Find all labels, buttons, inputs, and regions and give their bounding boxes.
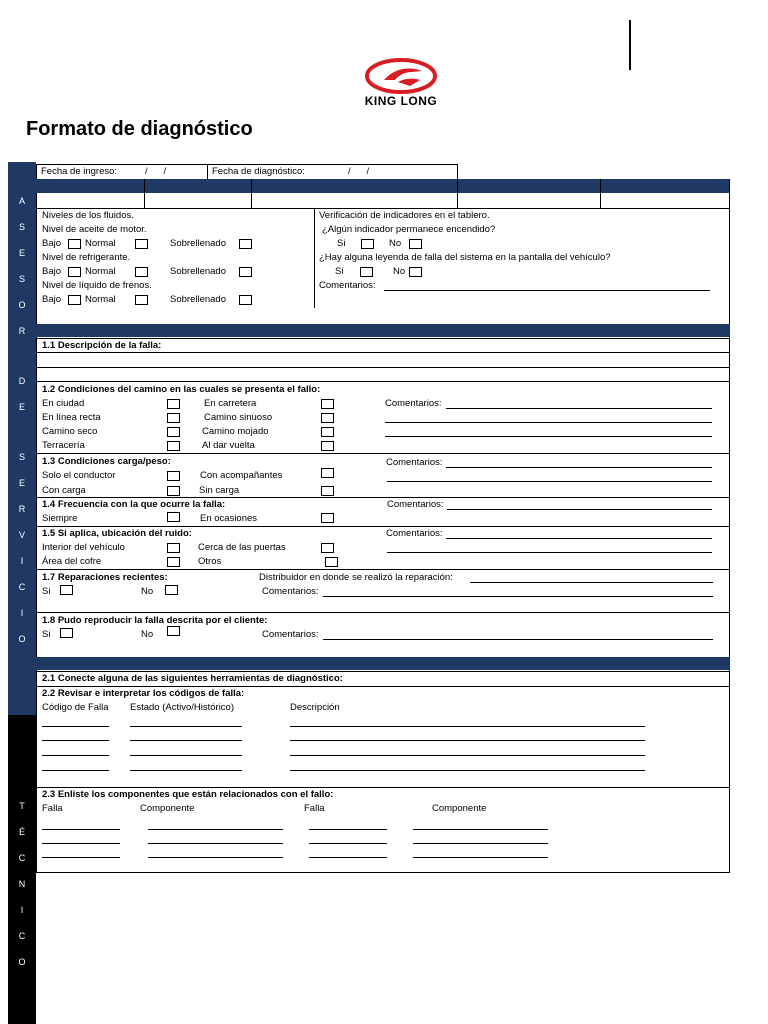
- refrigerante-label: Nivel de refrigerante.: [42, 252, 131, 263]
- codigo-line[interactable]: [42, 740, 109, 741]
- q1-no-checkbox[interactable]: [409, 239, 422, 249]
- estado-line[interactable]: [130, 755, 242, 756]
- s15-title: 1.5 Si aplica, ubicación del ruido:: [42, 528, 192, 539]
- estado-line[interactable]: [130, 770, 242, 771]
- estado-line[interactable]: [130, 740, 242, 741]
- indicator-q2: ¿Hay alguna leyenda de falla del sistema en la pantalla del vehículo?: [319, 252, 611, 263]
- aceite-bajo-checkbox[interactable]: [68, 239, 81, 249]
- falla-line[interactable]: [42, 843, 120, 844]
- descripcion-line[interactable]: [290, 755, 645, 756]
- frenos-sobrellenado-checkbox[interactable]: [239, 295, 252, 305]
- s18-no-checkbox[interactable]: [167, 626, 180, 636]
- q1-si-checkbox[interactable]: [361, 239, 374, 249]
- falla-line[interactable]: [42, 857, 120, 858]
- componente-line[interactable]: [148, 843, 283, 844]
- si-label: Si: [337, 238, 346, 249]
- componente-line[interactable]: [148, 857, 283, 858]
- sidebar-letter: N: [18, 879, 26, 889]
- camino-option-label: En ciudad: [42, 398, 85, 409]
- s15-comentarios-label: Comentarios:: [386, 528, 443, 539]
- descripcion-line[interactable]: [290, 740, 645, 741]
- sidebar-letter: I: [20, 905, 24, 915]
- normal-label: Normal: [85, 294, 116, 305]
- sidebar-letter: O: [18, 300, 26, 310]
- s11-title: 1.1 Descripción de la falla:: [42, 340, 162, 351]
- sidebar-letter: C: [18, 853, 26, 863]
- ruido-option-label: Interior del vehículo: [42, 542, 125, 553]
- camino-option-label: Camino mojado: [202, 426, 269, 437]
- componente-line[interactable]: [413, 843, 548, 844]
- falla-line[interactable]: [42, 829, 120, 830]
- sidebar-letter: C: [18, 931, 26, 941]
- s13-comentarios-line[interactable]: [387, 481, 712, 482]
- fecha-ingreso-date[interactable]: / /: [145, 166, 167, 177]
- no-label: No: [389, 238, 402, 249]
- sidebar-letter: T: [19, 801, 25, 811]
- s17-title: 1.7 Reparaciones recientes:: [42, 572, 168, 583]
- terraceria-checkbox[interactable]: [167, 441, 180, 451]
- brand-name: KING LONG: [364, 94, 438, 108]
- page-title: Formato de diagnóstico: [26, 118, 253, 140]
- cerca-puertas-checkbox[interactable]: [321, 543, 334, 553]
- sin-carga-checkbox[interactable]: [321, 486, 334, 496]
- s23-componente-label: Componente: [432, 803, 487, 814]
- fecha-diagnostico-label: Fecha de diagnóstico:: [212, 166, 305, 177]
- frenos-label: Nivel de líquido de frenos.: [42, 280, 152, 291]
- interior-vehiculo-checkbox[interactable]: [167, 543, 180, 553]
- en-carretera-checkbox[interactable]: [321, 399, 334, 409]
- s22-title: 2.2 Revisar e interpretar los códigos de falla:: [42, 688, 245, 699]
- carga-option-label: Con acompañantes: [200, 470, 283, 481]
- s17-no-checkbox[interactable]: [165, 585, 178, 595]
- solo-conductor-checkbox[interactable]: [167, 471, 180, 481]
- otros-checkbox[interactable]: [325, 557, 338, 567]
- si-label: Si: [42, 586, 51, 597]
- sidebar-letter: V: [18, 530, 25, 540]
- s17-distribuidor-label: Distribuidor en donde se realizó la reparación:: [259, 572, 453, 583]
- area-cofre-checkbox[interactable]: [167, 557, 180, 567]
- codigo-line[interactable]: [42, 726, 109, 727]
- falla-line[interactable]: [309, 857, 387, 858]
- sidebar-letter: I: [20, 608, 24, 618]
- s12-comentarios-label: Comentarios:: [385, 398, 442, 409]
- section2-band: [36, 657, 730, 670]
- descripcion-line[interactable]: [290, 770, 645, 771]
- descripcion-line[interactable]: [290, 726, 645, 727]
- bajo-label: Bajo: [42, 294, 62, 305]
- ruido-option-label: Otros: [198, 556, 222, 567]
- s13-comentarios-label: Comentarios:: [386, 457, 443, 468]
- camino-option-label: En carretera: [204, 398, 257, 409]
- componente-line[interactable]: [148, 829, 283, 830]
- s17-comentarios-label: Comentarios:: [262, 586, 319, 597]
- sidebar-letter: E: [18, 402, 25, 412]
- s22-col-descripcion: Descripción: [290, 702, 340, 713]
- s22-col-estado: Estado (Activo/Histórico): [130, 702, 235, 713]
- sidebar-letter: E: [18, 478, 25, 488]
- siempre-label: Siempre: [42, 513, 78, 524]
- sobrellenado-label: Sobrellenado: [170, 294, 226, 305]
- s14-title: 1.4 Frecuencia con la que ocurre la falla:: [42, 499, 226, 510]
- s18-si-checkbox[interactable]: [60, 628, 73, 638]
- carga-option-label: Solo el conductor: [42, 470, 116, 481]
- camino-seco-checkbox[interactable]: [167, 427, 180, 437]
- camino-option-label: Al dar vuelta: [202, 440, 255, 451]
- s15-comentarios-line[interactable]: [387, 552, 712, 553]
- sidebar-letter: S: [18, 274, 25, 284]
- s12-comentarios-line[interactable]: [385, 436, 712, 437]
- en-ocasiones-checkbox[interactable]: [321, 513, 334, 523]
- sidebar-asesor-servicio: [8, 162, 36, 715]
- bajo-label: Bajo: [42, 266, 62, 277]
- s12-comentarios-line[interactable]: [385, 422, 712, 423]
- con-carga-checkbox[interactable]: [167, 486, 180, 496]
- s23-falla-label: Falla: [304, 803, 325, 814]
- s18-title: 1.8 Pudo reproducir la falla descrita por el cliente:: [42, 615, 268, 626]
- aceite-normal-checkbox[interactable]: [135, 239, 148, 249]
- s23-falla-label: Falla: [42, 803, 63, 814]
- carga-option-label: Sin carga: [199, 485, 240, 496]
- fecha-ingreso-label: Fecha de ingreso:: [41, 166, 118, 177]
- normal-label: Normal: [85, 238, 116, 249]
- refrigerante-bajo-checkbox[interactable]: [68, 267, 81, 277]
- falla-line[interactable]: [309, 829, 387, 830]
- camino-option-label: Camino sinuoso: [204, 412, 273, 423]
- s14-comentarios-label: Comentarios:: [387, 499, 444, 510]
- refrigerante-normal-checkbox[interactable]: [135, 267, 148, 277]
- indicators-title: Verificación de indicadores en el tablero.: [319, 210, 490, 221]
- s23-componente-label: Componente: [140, 803, 195, 814]
- sidebar-letter: R: [18, 326, 26, 336]
- con-acompanantes-checkbox[interactable]: [321, 468, 334, 478]
- ruido-option-label: Cerca de las puertas: [198, 542, 286, 553]
- refrigerante-sobrellenado-checkbox[interactable]: [239, 267, 252, 277]
- camino-sinuoso-checkbox[interactable]: [321, 413, 334, 423]
- aceite-label: Nivel de aceite de motor.: [42, 224, 147, 235]
- q2-no-checkbox[interactable]: [409, 267, 422, 277]
- sidebar-letter: O: [18, 957, 26, 967]
- frenos-bajo-checkbox[interactable]: [68, 295, 81, 305]
- sidebar-letter: É: [18, 827, 25, 837]
- camino-option-label: En línea recta: [42, 412, 101, 423]
- si-label: Si: [335, 266, 344, 277]
- sidebar-tecnico: [8, 715, 36, 1024]
- sidebar-letter: I: [20, 556, 24, 566]
- sidebar-letter: O: [18, 634, 26, 644]
- falla-line[interactable]: [309, 843, 387, 844]
- carga-option-label: Con carga: [42, 485, 86, 496]
- sobrellenado-label: Sobrellenado: [170, 266, 226, 277]
- fluids-title: Niveles de los fluidos.: [42, 210, 134, 221]
- s22-col-codigo: Código de Falla: [42, 702, 109, 713]
- componente-line[interactable]: [413, 829, 548, 830]
- s17-distribuidor-line[interactable]: [470, 582, 713, 583]
- en-linea-recta-checkbox[interactable]: [167, 413, 180, 423]
- normal-label: Normal: [85, 266, 116, 277]
- bajo-label: Bajo: [42, 238, 62, 249]
- siempre-checkbox[interactable]: [167, 512, 180, 522]
- frenos-normal-checkbox[interactable]: [135, 295, 148, 305]
- s21-title: 2.1 Conecte alguna de las siguientes herramientas de diagnóstico:: [42, 673, 343, 684]
- sidebar-letter: S: [18, 452, 25, 462]
- s14-comentarios-line[interactable]: [447, 509, 712, 510]
- s13-comentarios-line[interactable]: [446, 467, 712, 468]
- sobrellenado-label: Sobrellenado: [170, 238, 226, 249]
- fecha-diagnostico-date[interactable]: / /: [348, 166, 370, 177]
- sidebar-letter: R: [18, 504, 26, 514]
- sidebar-letter: C: [18, 582, 26, 592]
- camino-option-label: Camino seco: [42, 426, 98, 437]
- s15-comentarios-line[interactable]: [446, 538, 712, 539]
- camino-option-label: Terracería: [42, 440, 85, 451]
- indicator-q1: ¿Algún indicador permanece encendido?: [322, 224, 496, 235]
- estado-line[interactable]: [130, 726, 242, 727]
- s17-comentarios-line[interactable]: [323, 596, 713, 597]
- s12-title: 1.2 Condiciones del camino en las cuales se presenta el fallo:: [42, 384, 321, 395]
- s23-title: 2.3 Enliste los componentes que están relacionados con el fallo:: [42, 789, 334, 800]
- s18-comentarios-line[interactable]: [323, 639, 713, 640]
- en-ciudad-checkbox[interactable]: [167, 399, 180, 409]
- sidebar-letter: E: [18, 248, 25, 258]
- no-label: No: [393, 266, 406, 277]
- s17-si-checkbox[interactable]: [60, 585, 73, 595]
- s12-comentarios-line[interactable]: [446, 408, 712, 409]
- camino-mojado-checkbox[interactable]: [321, 427, 334, 437]
- indicators-comentarios-line[interactable]: [384, 290, 710, 291]
- sidebar-letter: D: [18, 376, 26, 386]
- no-label: No: [141, 586, 154, 597]
- indicators-comentarios-label: Comentarios:: [319, 280, 376, 291]
- aceite-sobrellenado-checkbox[interactable]: [239, 239, 252, 249]
- codigo-line[interactable]: [42, 770, 109, 771]
- sidebar-letter: S: [18, 222, 25, 232]
- si-label: Si: [42, 629, 51, 640]
- corner-mark: [629, 20, 631, 70]
- q2-si-checkbox[interactable]: [360, 267, 373, 277]
- en-ocasiones-label: En ocasiones: [200, 513, 258, 524]
- s13-title: 1.3 Condiciones carga/peso:: [42, 456, 171, 467]
- king-long-logo: [340, 58, 470, 110]
- no-label: No: [141, 629, 154, 640]
- header-band: [36, 179, 730, 193]
- ruido-option-label: Área del cofre: [42, 556, 102, 567]
- al-dar-vuelta-checkbox[interactable]: [321, 441, 334, 451]
- componente-line[interactable]: [413, 857, 548, 858]
- sidebar-letter: A: [18, 196, 25, 206]
- codigo-line[interactable]: [42, 755, 109, 756]
- s18-comentarios-label: Comentarios:: [262, 629, 319, 640]
- section1-band: [36, 324, 730, 337]
